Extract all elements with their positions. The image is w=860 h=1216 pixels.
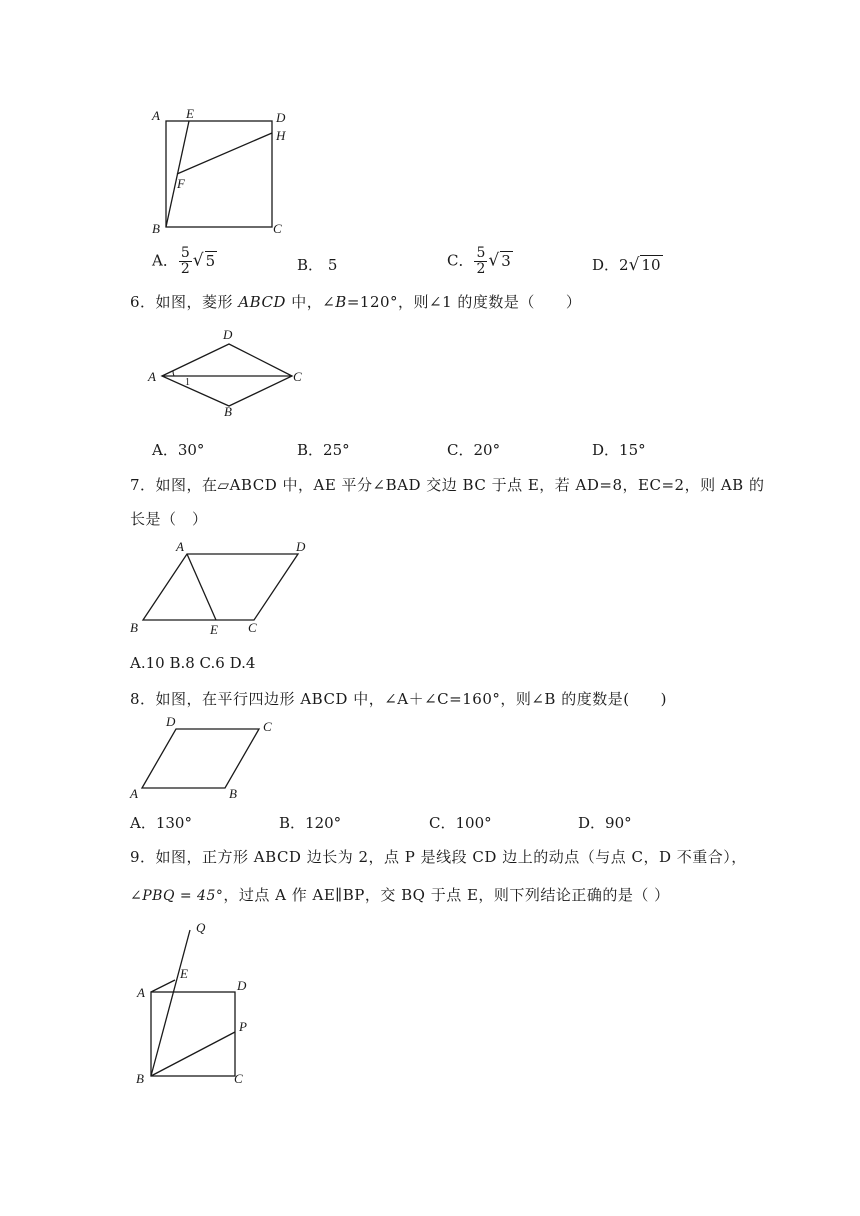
q6-option-d: D．15° [592, 441, 646, 459]
q7-label-a: A [176, 539, 184, 554]
q5-c-radicand: 3 [501, 251, 511, 270]
q7-label-d: D [296, 539, 306, 554]
q9-label-e: E [180, 966, 188, 981]
q8-label-b: B [229, 786, 237, 801]
q6-stem-abcd: ABCD [238, 293, 286, 311]
q5-square [166, 121, 272, 227]
q6-rhombus [162, 344, 292, 406]
q6-stem-b: B [335, 293, 347, 311]
q5-label-f: F [177, 176, 185, 191]
sqrt-symbol: √ [628, 255, 640, 275]
q7-stem-line2: 长是（ ） [130, 510, 208, 528]
q9-stem-line1: 9．如图，正方形 ABCD 边长为 2，点 P 是线段 CD 边上的动点（与点 C，D 不重合）， [130, 848, 747, 866]
q5-option-c-fraction [474, 246, 487, 277]
q5-option-d-label: D． [592, 256, 620, 274]
q7-figure [120, 534, 320, 640]
q5-label-a: A [152, 108, 160, 123]
q7-line-ae [187, 554, 216, 620]
q9-line-bp [151, 1032, 235, 1076]
q6-angle-mark [173, 371, 174, 376]
q7-label-e: E [210, 622, 218, 637]
q8-option-c: C．100° [429, 814, 492, 832]
q6-stem-mid: 中，∠ [285, 293, 336, 311]
q8-label-d: D [166, 714, 176, 729]
q9-square [151, 992, 235, 1076]
q5-c-denominator: 2 [476, 261, 486, 277]
q8-parallelogram [142, 729, 259, 788]
q6-option-b: B．25° [297, 441, 350, 459]
q6-stem-post: =120°，则∠1 的度数是（ ） [346, 293, 582, 311]
q5-option-a [152, 246, 217, 277]
q6-label-b: B [224, 404, 232, 419]
q8-option-a: A．130° [130, 814, 192, 832]
q5-c-numerator: 5 [476, 245, 486, 261]
q7-options: A.10 B.8 C.6 D.4 [130, 654, 256, 672]
q5-line-fh [177, 133, 272, 174]
q5-option-c-label: C． [447, 251, 474, 270]
q8-label-a: A [130, 786, 138, 801]
q9-label-c: C [234, 1071, 243, 1086]
q5-label-b: B [152, 221, 160, 236]
q9-stem-line2 [130, 884, 670, 905]
q9-angle-formula: ∠PBQ = 45° [130, 888, 224, 904]
q7-label-c: C [248, 620, 257, 635]
q9-label-b: B [136, 1071, 144, 1086]
q9-ray-bq [151, 930, 190, 1076]
q9-label-d: D [237, 978, 247, 993]
q8-option-d: D．90° [578, 814, 632, 832]
q7-parallelogram [143, 554, 298, 620]
q9-line-ae [151, 980, 175, 992]
q5-option-b-label: B． [297, 256, 324, 274]
q6-label-a: A [148, 369, 156, 384]
q8-option-b: B．120° [279, 814, 342, 832]
q9-label-q: Q [196, 920, 206, 935]
q5-option-d [592, 254, 663, 275]
q9-label-p: P [239, 1019, 247, 1034]
q5-a-radicand: 5 [205, 251, 216, 270]
q9-figure [130, 918, 280, 1090]
q5-option-c [447, 246, 513, 277]
q5-label-h: H [276, 128, 286, 143]
q5-option-b [297, 254, 337, 275]
q6-label-d: D [223, 327, 233, 342]
q7-stem-line1: 7．如图，在▱ABCD 中，AE 平分∠BAD 交边 BC 于点 E，若 AD=8，EC=2，则 AB 的 [130, 476, 765, 494]
q9-stem-line2-text: ，过点 A 作 AE∥BP，交 BQ 于点 E，则下列结论正确的是（ ） [223, 886, 670, 904]
q5-option-b-value: 5 [327, 256, 338, 274]
q5-d-radicand: 10 [641, 256, 661, 274]
q6-figure [140, 322, 320, 422]
q5-figure [140, 100, 300, 240]
q8-stem: 8．如图，在平行四边形 ABCD 中，∠A＋∠C=160°，则∠B 的度数是( ) [130, 690, 667, 708]
q6-stem [130, 291, 581, 312]
q7-label-b: B [130, 620, 138, 635]
q6-option-c: C．20° [447, 441, 501, 459]
q5-a-denominator: 2 [180, 261, 190, 277]
q9-label-a: A [137, 985, 145, 1000]
sqrt-symbol: √ [192, 250, 204, 271]
q8-label-c: C [263, 719, 272, 734]
sqrt-symbol: √ [488, 250, 500, 271]
q5-option-a-label: A． [152, 251, 178, 270]
q6-label-c: C [293, 369, 302, 384]
q6-option-a: A．30° [152, 441, 205, 459]
q5-option-a-fraction [179, 246, 192, 277]
q5-label-e: E [186, 106, 194, 121]
q5-a-numerator: 5 [180, 245, 190, 261]
q8-figure [120, 712, 290, 802]
q5-d-coefficient: 2 [619, 256, 629, 274]
q5-label-c: C [273, 221, 282, 236]
q6-label-angle-1: 1 [185, 377, 190, 388]
q6-stem-pre: 6．如图，菱形 [130, 293, 239, 311]
q5-label-d: D [276, 110, 286, 125]
